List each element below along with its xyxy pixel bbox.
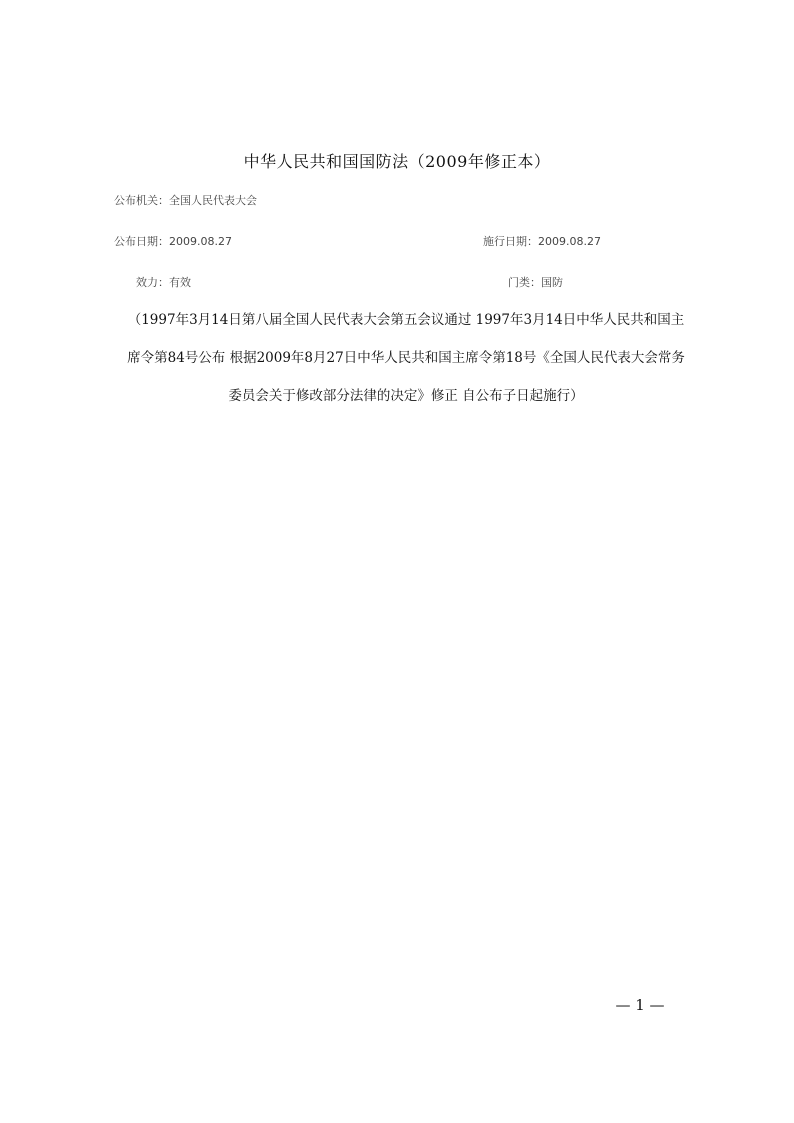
publish-date-label: 公布日期： bbox=[114, 235, 169, 248]
category-label: 门类： bbox=[508, 276, 541, 289]
publish-date-field bbox=[114, 233, 232, 249]
status-label: 效力： bbox=[136, 276, 169, 289]
effective-date-field bbox=[483, 233, 601, 249]
document-title: 中华人民共和国国防法（2009年修正本） bbox=[243, 152, 551, 171]
publish-date-value: 2009.08.27 bbox=[169, 235, 232, 248]
category-field bbox=[508, 274, 563, 290]
issuer-field bbox=[114, 192, 257, 208]
issuer-label: 公布机关： bbox=[114, 194, 169, 207]
effective-date-value: 2009.08.27 bbox=[538, 235, 601, 248]
enactment-note-line: 席令第84号公布 根据2009年8月27日中华人民共和国主席令第18号《全国人民代表大会常务 bbox=[127, 350, 685, 366]
category-value: 国防 bbox=[541, 276, 563, 289]
enactment-note-line: （1997年3月14日第八届全国人民代表大会第五会议通过 1997年3月14日中华人民共和国主 bbox=[127, 312, 685, 328]
status-field bbox=[136, 274, 191, 290]
page-number: — 1 — bbox=[615, 996, 665, 1014]
enactment-note-line: 委员会关于修改部分法律的决定》修正 自公布子日起施行） bbox=[228, 388, 584, 404]
issuer-value: 全国人民代表大会 bbox=[169, 194, 257, 207]
status-value: 有效 bbox=[169, 276, 191, 289]
effective-date-label: 施行日期： bbox=[483, 235, 538, 248]
